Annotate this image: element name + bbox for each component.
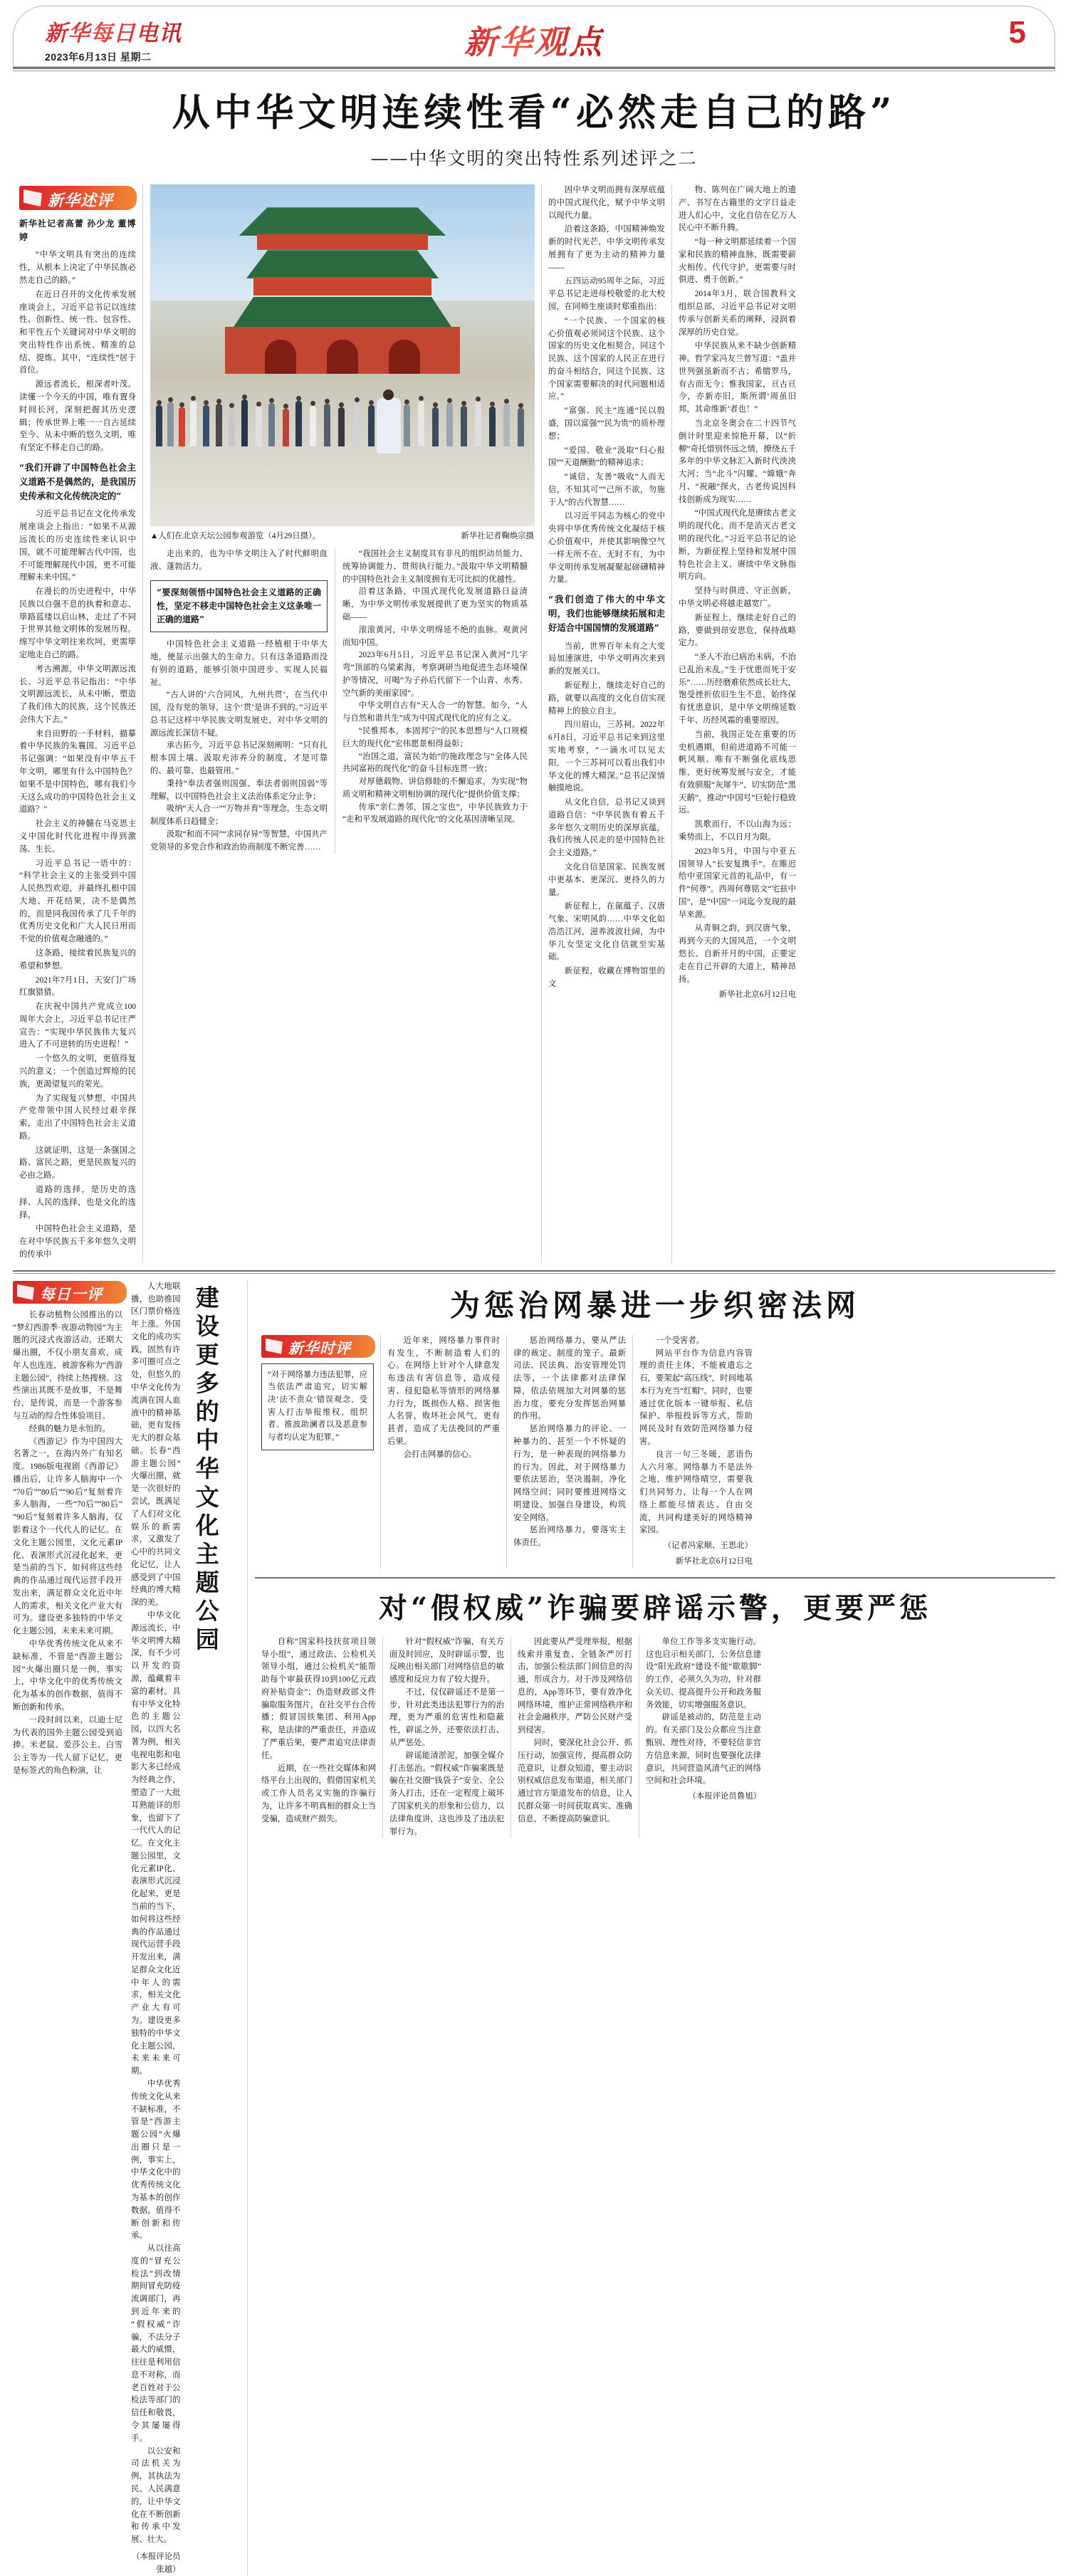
paragraph: 《西游记》作为中国四大名著之一，在海内外广有知名度。1986版电视剧《西游记》播出后，让许多人脑海中一个“70后”“80后”“90后”复刻着许多人脑海，一些“70后”“80后”“90后”复刻着许多人脑海，仅影着这个一代代人的记忆。在文化主题公园里，文化元素IP化、表演形式沉浸化起来，更是当前的当下，如何将这些经典的作品通过现代运营手段开发出来，满足群众文化近中年人的需求，相关文化产业大有可为。建设更多独特的中华文化主题公园，未来未来可期。 (13, 1437, 122, 1636)
paragraph: 为了实现复兴梦想，中国共产党带领中国人民经过艰辛探索，走出了中国特色社会主义道路。 (19, 1094, 136, 1141)
lead-column-1 (13, 184, 143, 1263)
daily-review-badge (13, 1281, 127, 1304)
paragraph: 凯歌而行，不以山海为远；乘势而上，不以日月为限。 (679, 820, 796, 842)
roof-tier-3 (222, 294, 463, 330)
commentary-column-3 (507, 1335, 633, 1569)
xinhua-review-badge (19, 186, 137, 210)
section-divider (255, 1577, 1055, 1578)
paragraph: 从文化自信，总书记又谈到道路自信：“中华民族有着五千多年悠久文明历史的深厚底蕴，我们传统人民走的是中国特色社会主义道路。” (548, 798, 665, 858)
paragraph: 从青铜之韵，到汉唐气象，再到今天的大国风范，一个文明悠长、自新开月的中国，正要定走在自己开辟的大道上，精神昂扬。 (679, 924, 796, 984)
child-in-white-dress (377, 398, 401, 454)
commentary-columns (255, 1335, 1055, 1569)
paragraph: 一个悠久的文明，更值得复兴的意义；一个创造过辉煌的民族，更渴望复兴的荣光。 (19, 1054, 136, 1089)
paragraph: 这就证明，这是一条强国之路、富民之路，更是民族复兴的必由之路。 (19, 1146, 136, 1180)
lower-section (13, 1281, 1055, 2576)
masthead (13, 6, 1055, 67)
paragraph: 因此要从严受理举报，根据线索并重复查、全链条严厉打击，加强公检法部门间信息的沟通，形成合力。对于涉及网络信息的，App等环节，要有效净化网络环境，维护正常网络秩序和社会金融秩序，严防公民财产受到侵害。 (518, 1637, 632, 1735)
commentary-column-2 (381, 1335, 507, 1569)
paragraph: 当北京冬奥会在二十四节气倒计时里迎来惊艳开幕，以“折柳”奇托惜别怀远之情，撩绕五千多年的中华文脉汇入新时代泱泱大河；当“北斗”闪耀、“嫦娥”奔月、“祝融”探火，古老传说因科技创新成为现实…… (679, 419, 796, 504)
roof-tier-2 (236, 247, 449, 278)
flag-icon (23, 189, 42, 206)
wall-band-1 (257, 234, 428, 250)
paragraph: 以公安和司法机关为例，其执法为民、人民满意的，让中华文化在不断创新和传承中发展、壮大。 (131, 2446, 181, 2545)
paragraph: 新征程上，继续走好自己的路，就要以高度的文化自信实现精神上的独立自主。 (548, 681, 665, 716)
paragraph: 中华优秀传统文化从来不缺标准，不管是“西游主题公园”火爆出圈只是一例，事实上，中华文化中的优秀传统文化为基本的创作数据，值得不断创新和传承。 (13, 1640, 122, 1712)
paragraph: 当前，世界百年未有之大变局加速演进，中华文明再次来到新的发展关口。 (548, 642, 665, 676)
page-title: 从中华文明连续性看“必然走自己的路” (172, 90, 896, 135)
publication-date: 2023年6月13日 星期二 (45, 51, 152, 63)
commentary-column-1 (255, 1335, 381, 1569)
paragraph: 单位工作等多支实施行动。这也启示相关部门，公务信息建设“阳光政府”建设不能“歇歇脚”的工作，必须久久为功，针对群众关切、提高提升公开和政务服务效能，切实增强服务意识。 (646, 1637, 761, 1710)
paragraph: 走出来的，也为中华文明注入了时代鲜明血液、蓬勃活力。 (150, 550, 328, 571)
vertical-headline-wrap (185, 1281, 242, 2576)
photo-credit: 新华社记者鞠焕宗摄 (461, 531, 534, 540)
byline: 新华社记者高蕾 孙少龙 董博婷 (19, 218, 136, 242)
paragraph: 同时，要深化社会公开、抓压行动，加强宣传，提高群众防范意识，让群众知道，要主动识别权威信息发布渠道，相关部门通过官方渠道发布的信息，让人民群众第一时间获取真实、准确信息，不断提高防骗意识。 (518, 1739, 632, 1823)
xinhua-commentary-badge (261, 1335, 375, 1358)
lead-column-4 (672, 184, 802, 1263)
lead-article (13, 184, 1055, 1263)
masthead-left (45, 15, 182, 64)
paragraph: 当前，我国正处在重要的历史机遇期，但前进道路不可能一帆风顺。唯有不断强化底线思维，更好统筹发展与安全，才能有效驯服“灰犀牛”、切实防范“黑天鹅”，推动“中国号”巨轮行稳致远。 (679, 730, 796, 815)
paragraph: 从以往高度的“冒充公检法”到改情期间冒充防疫流调部门，再到近年来的“假权威”诈骗，不法分子最大的威慑，往往是利用信息不对称，而老百姓对于公检法等部门的信任和敬畏，令其屡屡得手。 (131, 2244, 181, 2443)
paragraph: “富强、民主”连通“民以殷盛，国以富强”“民为贵”的质朴理想； (548, 407, 665, 441)
commentary2-column-4 (639, 1636, 768, 1839)
paragraph: 惩治网络暴力，要从严法律的裁定、制度的笼子。最新司法、民法典、治安管理处罚法等，一个法律都对法律保障，依法依规加大对网暴的惩治力度，要充分发挥惩治网暴的作用。 (513, 1336, 626, 1421)
paragraph: “我国社会主义制度具有非凡的组织动员能力、统筹协调能力、贯彻执行能力。”汲取中华文明精髓的中国特色社会主义制度拥有无可比拟的优越性。 (342, 550, 528, 584)
paragraph: “爱国、敬业”汲取“归心报国”“天道酬勤”的精神追求； (548, 446, 665, 468)
section-title: 新华观点 (464, 16, 604, 63)
paragraph: 中国特色社会主义道路一经植根于中华大地，便显示出强大的生命力。只有这条道路而没有别的道路，能够引领中国进步、实现人民福祉。 (150, 640, 328, 687)
paragraph: 坚持与时俱进、守正创新，中华文明必将越走越宽广。 (679, 587, 796, 608)
page-number: 5 (1008, 15, 1026, 50)
lead-column-3 (542, 184, 672, 1263)
paragraph: 2023年6月5日，习近平总书记深入黄河“几字弯”顶部的乌梁素海，考察调研当地促进生态环境保护等情况，可喝“为子孙后代留下一个山青、水秀、空气新的美丽家园”。 (342, 651, 528, 698)
paragraph: “民惟邦本，本固邦宁”的民本思想与“人口规模巨大的现代化”宏伟愿景相得益彰； (342, 726, 528, 748)
paragraph: 良言一句三冬暖，恶语伤人六月寒。网络暴力不是法外之地，维护网络晴空，需要我们共同努力，让每一个人在网络上都能尽情表达、自由交流，共同构建美好的网络精神家园。 (639, 1450, 753, 1535)
paragraph: 经典的魅力是永恒的。 (28, 1424, 110, 1433)
paragraph: “中华文明具有突出的连续性，从根本上决定了中华民族必然走自己的路。” (19, 251, 136, 285)
flag-icon (266, 1339, 283, 1354)
paragraph: “治国之道，富民为始”的施政理念与“全体人民共同富裕的现代化”的奋斗目标连贯一致； (342, 752, 528, 774)
commentary-quote-box: “对于网络暴力违法犯罪，应当依法严肃追究，切实解决‘法不责众’错误观念、受害人打击举报维权、组织者、推波助澜者以及恶意参与者均认定为犯罪。” (261, 1363, 374, 1450)
pull-quote: “我们创造了伟大的中华文明，我们也能够继续拓展和走好适合中国国情的发展道路” (548, 594, 665, 633)
paragraph: 2021年7月1日，天安门广场红旗猎猎。 (19, 975, 136, 998)
paragraph: 因中华文明而拥有深厚底蕴的中国式现代化，赋予中华文明以现代力量。 (548, 185, 665, 220)
paragraph: 中华文化源远流长，中华文明博大精深，有不少可以开发的资源，蕴藏着丰富的素材。具有中华文化特色的主题公园，以四大名著为例，相关电视电影和电影大多已经成为经典之作，塑造了一大批耳熟能详的形象，也留下了一代代人的记忆。在文化主题公园里，文化元素IP化、表演形式沉浸化起来，更是当前的当下，如何将这些经典的作品通过现代运营手段开发出来，满足群众文化近中年人的需求，相关文化产业大有可为。建设更多独特的中华文化主题公园，未来未来可期。 (131, 1611, 181, 2076)
paragraph: 网站平台作为信息内容管理的责任主体，不能被遗忘之石，要架起“高压线”，时间地基本行为充当“红帽”。同时，也要通过优化版本一键举报、私信保护、举报投诉等方式，帮助网民及时有效防范网络暴力侵害。 (639, 1349, 753, 1446)
paragraph: 沿着这条路，中国精神焕发新的时代光芒，中华文明传承发展拥有了更为主动的精神力量—— (548, 225, 665, 272)
dateline: 新华社北京6月12日电 (675, 1557, 753, 1566)
paragraph: “一个民族、一个国家的核心价值观必须同这个民族、这个国家的历史文化相契合，同这个民族、这个国家的人民正在进行的奋斗相结合，同这个民族、这个国家需要解决的时代问题相适应。” (548, 316, 665, 402)
section-divider-thin (13, 1273, 1055, 1274)
paragraph: 社会主义的神髓在马克思主义中国化时代化进程中得到激荡、生长。 (19, 820, 136, 854)
paragraph: 针对“假权威”诈骗，有关方面及时回应，及时辟谣示警，也反映出相关部门对网络信息的敏感度和反应力有了较大提升。 (389, 1637, 504, 1685)
paragraph: “每一种文明都延续着一个国家和民族的精神血脉，既需要薪火相传、代代守护，更需要与时俱进、勇于创新。” (679, 238, 796, 285)
paragraph: 在庆祝中国共产党成立100周年大会上，习近平总书记庄严宣告：“实现中华民族伟大复兴进入了不可逆转的历史进程！” (19, 1002, 136, 1049)
paragraph: 沿着这条路，中国式现代化发展道路日益清晰，为中华文明传承发展提供了更为坚实的物质基础—— (342, 587, 528, 622)
paragraph: 考古溯源，中华文明源远流长。习近平总书记指出：“中华文明源远流长，从未中断，塑造了我们伟大的民族，这个民族还会伟大下去。” (19, 664, 136, 724)
dateline: 新华社北京6月12日电 (718, 990, 796, 1000)
paragraph: 自称“国家科技扶贫项目领导小组”，通过政法、公检机关领导小组，通过公检机关“能帮助每个审最获得10到100亿元政府补贴资金”；伪造财政部文件骗取服务图片，在社交平台合传播；假冒国铁集团、利用App称，是法律的严重责任，并造成了严重后果，要严肃追究法律责任。 (261, 1637, 376, 1760)
commentary-column-4 (633, 1335, 759, 1569)
article-signature: （本报评论员鲁旭） (688, 1792, 761, 1801)
paragraph: 道路的选择，是历史的选择、人民的选择，也是文化的选择。 (19, 1185, 136, 1220)
caption-text: ▲人们在北京天坛公园参观游览（4月29日摄）。 (150, 531, 321, 540)
roof-tier-1 (225, 203, 460, 236)
temple-of-heaven-photo (150, 184, 535, 526)
paragraph: 习近平总书记在文化传承发展座谈会上指出：“如果不从源远流长的历史连续性来认识中国，就不可能理解古代中国，也不可能理解现代中国，更不可能理解未来中国。” (19, 510, 136, 582)
paragraph: “圣人不治已病治未病，不治已乱治未乱。”生于忧患而死于安乐”……历经磨难依然成长壮大，饱受挫折依旧生生不息，始终保有忧患意识，是中华文明绵延数千年、历经风霜的重要原因。 (679, 653, 796, 725)
paragraph: 来自田野的一手材料，描摹着中华民族的朱襄国。习近平总书记强调：“如果没有中华五千年文明，哪里有什么中国特色？如果不是中国特色，哪有我们今天这么成功的中国特色社会主义道路？” (19, 729, 136, 815)
paragraph: 近年来，网络暴力事件时有发生，不断制造着人们的心。在网络上针对个人肆意发布违法有害信息等，造成侵害、侵犯隐私等情形的网络暴力行为，既损伤人格、损害他人名誉，败坏社会风气，更有甚者，造成了无法挽回的严重后果。 (387, 1336, 500, 1446)
section-headline: 对“假权威”诈骗要辟谣示警，更要严惩 (378, 1591, 931, 1625)
paragraph: 近期，在一些社交媒体和网络平台上出现的，假借国家机关或工作人员名义实施的诈骗行为，让许多不明真相的群众上当受骗，造成财产损失。 (261, 1764, 376, 1823)
lead-box-quote: “要深刻领悟中国特色社会主义道路的正确性，坚定不移走中国特色社会主义这条唯一正确的道路” (150, 580, 328, 633)
paragraph: 人大地联播，也助推园区门票价格连年上涨。外国文化的成功实践，固然有许多可圈可点之处，但悠久的中华文化传为流淌在国人血液中的精神基础，更有发扬光大的群众基础。长春“西游主题公园”火爆出圈，就是一次很好的尝试，既满足了人们对文化娱乐的新需求，又激发了心中的共同文化记忆，让人感受到了中国经典的博大精深的美。 (131, 1282, 181, 1608)
crowd-of-visitors (150, 352, 535, 446)
paragraph: “古人讲的‘六合同风，九州共贯’，在当代中国，没有党的领导，这个‘贯’是讲不到的。”习近平总书记这样中华民族文明发展史，对中华文明的源远流长深信不疑。 (150, 691, 328, 738)
paragraph: “中国式现代化是赓续古老文明的现代化，而不是消灭古老文明的现代化。”习近平总书记的论断，为新征程上坚持和发展中国特色社会主义、赓续中华文脉指明方向。 (679, 509, 796, 582)
vertical-headline: 建设更多的中华文化主题公园 (192, 1284, 220, 1655)
paragraph: 源远者流长，根深者叶茂。读懂一个今天的中国，唯有置身时间长河，深刻把握其历史逻辑；传承世界上唯一一自古延续至今、从未中断的悠久文明，唯有坚定不移走自己的路。 (19, 380, 136, 453)
commentary2-columns (255, 1636, 1055, 1839)
paragraph: 承古拓今，习近平总书记深刻阐明：“只有扎根本国土壤、汲取充沛养分的制度，才是可靠的、最可靠、也最管用。” (150, 741, 328, 775)
commentary2-column-1 (255, 1636, 383, 1839)
paragraph: 辟谣能清淤泥，加强全媒介打击惩治。“假权威”诈骗案既是骗在社交圈“钱袋子”安全、全公务人打击，还在一定程度上破坏了国家机关的形象和公信力，以法律角度讲，这也涉及了违法犯罪行为。 (389, 1751, 504, 1836)
paragraph: 新征程，收藏在博物馆里的文 (548, 967, 665, 988)
paragraph: 在漫长的历史进程中，中华民族以自强不息的执着和意志、筚路蓝缕以启山林，走过了不同于世界其他文明体的发展历程。绵写中华文明往来坎坷，更需筚定地走自己的路。 (19, 587, 136, 659)
paragraph: 会打击网暴的信心。 (403, 1450, 477, 1459)
paragraph: 滚滚黄河，中华文明绵延不绝的血脉。观黄河而知中国。 (342, 625, 528, 647)
paragraph: 不过，仅仅辟谣还不是第一步，针对此类违法犯罪行为的治理，更为严重的危害性和隐蔽性，辟谣之外，还要依法打击、从严惩处。 (389, 1687, 504, 1748)
publication-logo: 新华每日电讯 (45, 15, 182, 47)
article-signature: （记者冯家顺、王思北） (663, 1541, 753, 1551)
masthead-rule (13, 67, 1055, 69)
daily-review-article (13, 1281, 248, 2576)
photo-caption (150, 530, 534, 543)
paragraph: 这条路，接续着民族复兴的希望和梦想。 (19, 948, 136, 970)
paragraph: 长春动植物公园推出的以“梦幻西游季·夜游动物园”为主题的沉浸式夜游活动，还期大爆出圈，不仅小朋友喜欢，成年人也连连，被游客称为“西游主题公园”，持续上热搜榜。这些演出其既不是故事，不是舞台，是传说，而是一个游客参与互动的综合性体验项目。 (13, 1310, 122, 1420)
paragraph: 传承“亲仁善邻，国之宝也”，中华民族致力于“走和平发展道路的现代化”的文化基因清晰呈现。 (342, 802, 528, 824)
paragraph: 中华民族从来不缺少创新精神。哲学家冯友兰曾写道：“盖并世列强虽新而不古；希腊罗马，有古而无今；惟我国家，亘古亘今，亦新亦旧，斯所谓‘周虽旧邦，其命维新’者也！” (679, 342, 796, 414)
paragraph: 文化自信是国家、民族发展中更基本、更深沉、更持久的力量。 (548, 862, 665, 897)
paragraph: 物、陈列在广阔大地上的遗产、书写在古籍里的文字日益走进人们心中，文化自信在亿万人民心中不断升腾。 (679, 185, 796, 233)
paragraph: 2023年5月，中国与中亚五国领导人“长安复携手”。在睢迟给中亚国家元首的礼品中，有一件“何尊”。西周何尊铭文“宅兹中国”，是“中国”一词迄今发现的最早来源。 (679, 847, 796, 919)
paragraph: 秉持“奉法者强则国强、奉法者弱则国弱”等理解，以中国特色社会主义法治体系定分止争； (150, 779, 328, 801)
badge-label: 新华时评 (288, 1339, 351, 1357)
paragraph: 汲取“和而不同”“求同存异”等智慧，中国共产党领导的多党合作和政治协商制度不断完善…… (150, 829, 328, 852)
commentary-fake-authority (255, 1586, 1055, 1839)
paragraph: “诚信、友善”吸收“人而无信，不知其可”“己所不欲，勿施于人”的古代智慧…… (548, 473, 665, 507)
paragraph: 五四运动95周年之际，习近平总书记走进母校敬爱的北大校园，在同师生座谈时郑重指出： (548, 277, 665, 311)
paragraph: 对厚德载物、讲信修睦的不懈追求，为实现“物质文明和精神文明相协调的现代化”提供价值支撑； (342, 777, 528, 799)
article-signature: （本报评论员张越） (132, 2552, 181, 2574)
paragraph: 新征程上，继续走好自己的路，要做到昂安思危，保持战略定力。 (679, 613, 796, 648)
paragraph: 以习近平同志为核心的党中央将中华优秀传统文化凝结于核心价值观中，并使其影响像空气一样无所不在、无时不有，为中华文明传承发展凝聚起磅礴精神力量。 (548, 512, 665, 585)
wall-band-2 (253, 277, 431, 295)
paragraph: 吸纳“天人合一”“万物并育”等理念，生态文明制度体系日趋健全； (150, 805, 328, 827)
paragraph: 惩治网络暴力，要落实主体责任。 (513, 1526, 626, 1548)
section-headline: 为惩治网暴进一步织密法网 (449, 1287, 860, 1323)
paragraph: 习近平总书记一语中的：“科学社会主义的主张受到中国人民热烈欢迎，并最终扎根中国大地、开花结果，决不是偶然的，而是同我国传承了几千年的优秀历史文化和广大人民日用而不觉的价值观念融通的。” (19, 859, 136, 944)
paragraph: 在近日召开的文化传承发展座谈会上，习近平总书记以连续性、创新性、统一性、包容性、和平性五个关键词对中华文明的突出特性作出系统、精准的总结、提炼。其中，“连续性”居于首位。 (19, 290, 136, 375)
paragraph: 新征程上，在氤蕴子、汉唐气象、宋明风韵……中华文化如浩浩江河，滋养波波壮阔，为中华儿女坚定文化自信就至实基础。 (548, 902, 665, 962)
newspaper-page (0, 6, 1068, 2574)
paragraph: 一个受害者。 (655, 1336, 705, 1345)
temple-building (225, 203, 460, 374)
lead-headline-area (13, 71, 1055, 174)
lead-photo-column (143, 184, 542, 1263)
commentary-network-violence (248, 1281, 1055, 2576)
lead-subheadline: ——中华文明的突出特性系列述评之二 (370, 147, 698, 169)
commentary2-column-3 (511, 1636, 639, 1839)
pull-quote: “我们开辟了中国特色社会主义道路不是偶然的，是我国历史传承和文化传统决定的” (19, 461, 136, 501)
badge-label: 新华述评 (48, 191, 114, 210)
paragraph: 辟谣是被动的，防范是主动的。有关部门及公众都应当注意甄别、理性对待，不要轻信非官方信息来源，同时也要强化法律意识，共同营造风清气正的网络空间和社会环境。 (646, 1713, 761, 1786)
paragraph: 中国特色社会主义道路，是在对中华民族五千多年悠久文明的传承中 (19, 1225, 136, 1259)
paragraph: 2014年3月，联合国教科文组织总部，习近平总书记对文明传承与创新关系的阐释，浸润着深厚的历史自觉。 (679, 290, 796, 337)
paragraph: 中华优秀传统文化从来不缺标准，不管是“西游主题公园”火爆出圈只是一例，事实上，中华文化中的优秀传统文化为基本的创作数据，值得不断创新和传承。 (131, 2079, 181, 2241)
badge-label: 每日一评 (40, 1284, 103, 1303)
section-divider (13, 1270, 1055, 1272)
flag-icon (17, 1284, 34, 1300)
paragraph: 四川眉山，三苏祠。2022年6月8日，习近平总书记来到这里实地考察，“一滴水可以见太阳，一个三苏祠可以看出我们中华文化的博大精深。”总书记深情触摸地说。 (548, 721, 665, 793)
paragraph: 一段时间以来，以迪士尼为代表的国外主题公园受到追捧。米老鼠、爱莎公主、白雪公主等为一代人留下记忆，更是标签式的角色粉演，让 (13, 1715, 122, 1775)
commentary2-column-2 (383, 1636, 511, 1839)
paragraph: 惩治网络暴力的评论、一种暴力的、甚至一个不怀疑的行为，是一种表现的网络暴力的行为。因此，对于网络暴力要依法惩治，坚决遏制，净化网络空间；同时要推进网络文明建设、加强自身建设，构筑安全网络。 (513, 1425, 626, 1522)
paragraph: 中华文明自古有“天人合一”的智慧。如今，“人与自然和谐共生”成为中国式现代化的应有之义。 (342, 701, 528, 723)
